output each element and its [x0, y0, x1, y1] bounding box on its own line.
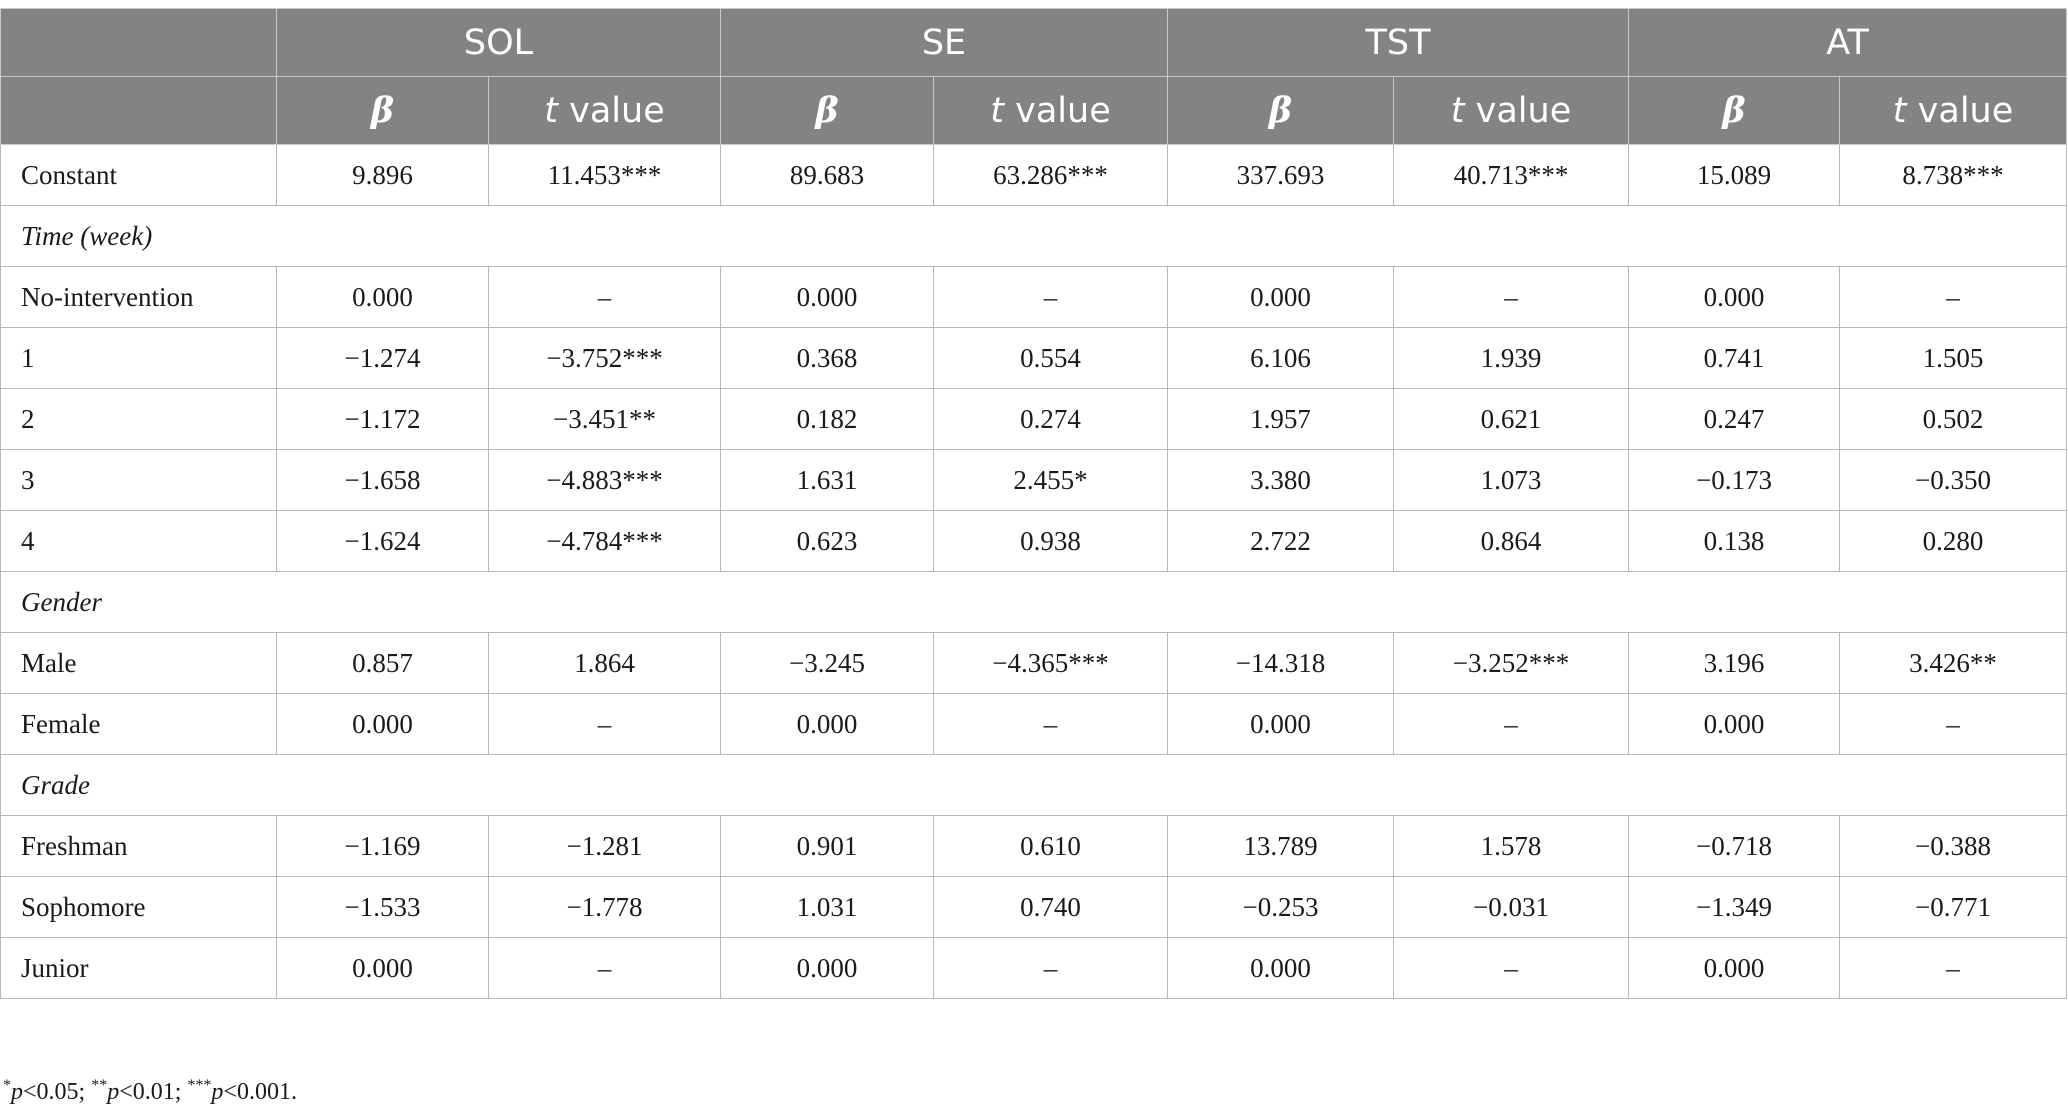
t-value-cell: 3.426** — [1840, 633, 2067, 694]
header-group-tst: TST — [1168, 9, 1629, 77]
beta-cell: 3.380 — [1168, 450, 1394, 511]
beta-cell: −14.318 — [1168, 633, 1394, 694]
t-value-cell: −0.350 — [1840, 450, 2067, 511]
header-beta: β — [721, 77, 934, 145]
beta-cell: 0.901 — [721, 816, 934, 877]
beta-cell: −1.658 — [277, 450, 489, 511]
beta-cell: 0.000 — [1168, 938, 1394, 999]
beta-cell: −1.533 — [277, 877, 489, 938]
beta-cell: −3.245 — [721, 633, 934, 694]
t-value-cell: 40.713*** — [1394, 145, 1629, 206]
t-value-cell: 11.453*** — [489, 145, 721, 206]
t-value-cell: – — [1840, 694, 2067, 755]
header-t-value: t value — [489, 77, 721, 145]
header-beta: β — [277, 77, 489, 145]
section-row — [1, 206, 2067, 267]
t-value-cell: −4.883*** — [489, 450, 721, 511]
t-value-cell: 0.740 — [934, 877, 1168, 938]
beta-cell: 15.089 — [1629, 145, 1840, 206]
t-value-cell: 63.286*** — [934, 145, 1168, 206]
footnote-stars: ** — [91, 1077, 108, 1094]
table-row — [1, 938, 2067, 999]
beta-cell: 3.196 — [1629, 633, 1840, 694]
beta-cell: 1.631 — [721, 450, 934, 511]
t-value-cell: −4.365*** — [934, 633, 1168, 694]
footnote-threshold: <0.05; — [23, 1079, 92, 1105]
beta-cell: 89.683 — [721, 145, 934, 206]
t-value-cell: – — [934, 694, 1168, 755]
footnote-stars: * — [3, 1077, 11, 1094]
beta-cell: 0.000 — [721, 694, 934, 755]
section-label: Gender — [1, 572, 2067, 633]
beta-cell: −1.624 — [277, 511, 489, 572]
table-row — [1, 694, 2067, 755]
footnote-threshold: <0.01; — [119, 1079, 188, 1105]
header-group-se: SE — [721, 9, 1168, 77]
row-label: No-intervention — [1, 267, 277, 328]
t-value-cell: 8.738*** — [1840, 145, 2067, 206]
t-value-cell: 0.621 — [1394, 389, 1629, 450]
beta-cell: −0.173 — [1629, 450, 1840, 511]
beta-cell: −1.172 — [277, 389, 489, 450]
t-value-cell: −1.281 — [489, 816, 721, 877]
beta-cell: −1.169 — [277, 816, 489, 877]
header-t-value: t value — [934, 77, 1168, 145]
beta-cell: 0.000 — [1168, 694, 1394, 755]
footnote-threshold: <0.001. — [223, 1079, 297, 1105]
t-value-cell: −0.771 — [1840, 877, 2067, 938]
header-beta: β — [1168, 77, 1394, 145]
beta-cell: 0.000 — [1629, 938, 1840, 999]
row-label: 2 — [1, 389, 277, 450]
t-value-cell: −0.388 — [1840, 816, 2067, 877]
t-value-cell: 1.864 — [489, 633, 721, 694]
beta-cell: 9.896 — [277, 145, 489, 206]
beta-cell: −0.253 — [1168, 877, 1394, 938]
t-value-cell: −3.752*** — [489, 328, 721, 389]
t-value-cell: −3.252*** — [1394, 633, 1629, 694]
beta-cell: 0.247 — [1629, 389, 1840, 450]
table-row — [1, 877, 2067, 938]
table-row — [1, 267, 2067, 328]
t-value-cell: 2.455* — [934, 450, 1168, 511]
beta-cell: 0.138 — [1629, 511, 1840, 572]
section-row — [1, 572, 2067, 633]
t-value-cell: – — [489, 267, 721, 328]
header-beta: β — [1629, 77, 1840, 145]
table-row — [1, 450, 2067, 511]
header-row-groups — [1, 9, 2067, 77]
header-row-stats — [1, 77, 2067, 145]
header-t-value: t value — [1840, 77, 2067, 145]
t-value-cell: – — [1840, 938, 2067, 999]
header-group-at: AT — [1629, 9, 2067, 77]
beta-cell: 0.000 — [277, 267, 489, 328]
section-label: Time (week) — [1, 206, 2067, 267]
table-row — [1, 389, 2067, 450]
beta-cell: 0.623 — [721, 511, 934, 572]
t-value-cell: 1.578 — [1394, 816, 1629, 877]
t-value-cell: 0.274 — [934, 389, 1168, 450]
t-value-cell: 0.938 — [934, 511, 1168, 572]
beta-cell: 13.789 — [1168, 816, 1394, 877]
t-value-cell: – — [489, 694, 721, 755]
t-value-cell: 1.505 — [1840, 328, 2067, 389]
footnote-stars: *** — [187, 1077, 212, 1094]
footnote — [3, 1077, 297, 1106]
beta-cell: 0.000 — [1629, 267, 1840, 328]
beta-cell: −1.274 — [277, 328, 489, 389]
beta-cell: 0.000 — [1629, 694, 1840, 755]
t-value-cell: −0.031 — [1394, 877, 1629, 938]
beta-cell: 0.000 — [1168, 267, 1394, 328]
t-value-cell: 0.610 — [934, 816, 1168, 877]
section-row — [1, 755, 2067, 816]
beta-cell: 2.722 — [1168, 511, 1394, 572]
t-value-cell: – — [1394, 267, 1629, 328]
t-value-cell: 1.939 — [1394, 328, 1629, 389]
beta-cell: 0.857 — [277, 633, 489, 694]
row-label: 3 — [1, 450, 277, 511]
t-value-cell: – — [489, 938, 721, 999]
t-value-cell: – — [1394, 938, 1629, 999]
t-value-cell: −1.778 — [489, 877, 721, 938]
t-value-cell: 0.280 — [1840, 511, 2067, 572]
t-value-cell: 1.073 — [1394, 450, 1629, 511]
row-label: 4 — [1, 511, 277, 572]
beta-cell: −0.718 — [1629, 816, 1840, 877]
t-value-cell: −3.451** — [489, 389, 721, 450]
beta-cell: 0.000 — [277, 694, 489, 755]
section-label: Grade — [1, 755, 2067, 816]
t-value-cell: – — [934, 938, 1168, 999]
header-group-sol: SOL — [277, 9, 721, 77]
beta-cell: 337.693 — [1168, 145, 1394, 206]
row-label: Constant — [1, 145, 277, 206]
row-label: Freshman — [1, 816, 277, 877]
header-t-value: t value — [1394, 77, 1629, 145]
t-value-cell: 0.554 — [934, 328, 1168, 389]
row-label: Junior — [1, 938, 277, 999]
table-body — [1, 145, 2067, 999]
table-row — [1, 816, 2067, 877]
row-label: 1 — [1, 328, 277, 389]
t-value-cell: – — [1840, 267, 2067, 328]
t-value-cell: – — [1394, 694, 1629, 755]
t-value-cell: 0.502 — [1840, 389, 2067, 450]
beta-cell: 1.031 — [721, 877, 934, 938]
t-value-cell: 0.864 — [1394, 511, 1629, 572]
footnote-p: p — [211, 1079, 224, 1105]
beta-cell: 0.368 — [721, 328, 934, 389]
beta-cell: 0.741 — [1629, 328, 1840, 389]
table-row — [1, 511, 2067, 572]
row-label: Sophomore — [1, 877, 277, 938]
beta-cell: 0.000 — [721, 938, 934, 999]
t-value-cell: – — [934, 267, 1168, 328]
row-label: Female — [1, 694, 277, 755]
table-row — [1, 328, 2067, 389]
beta-cell: 6.106 — [1168, 328, 1394, 389]
table-row — [1, 633, 2067, 694]
header-corner — [1, 9, 277, 77]
regression-table — [0, 8, 2067, 999]
beta-cell: 0.182 — [721, 389, 934, 450]
beta-cell: 1.957 — [1168, 389, 1394, 450]
footnote-p: p — [107, 1079, 120, 1105]
row-label: Male — [1, 633, 277, 694]
header-corner-sub — [1, 77, 277, 145]
beta-cell: 0.000 — [721, 267, 934, 328]
t-value-cell: −4.784*** — [489, 511, 721, 572]
beta-cell: 0.000 — [277, 938, 489, 999]
beta-cell: −1.349 — [1629, 877, 1840, 938]
table-row — [1, 145, 2067, 206]
footnote-p: p — [11, 1079, 23, 1105]
